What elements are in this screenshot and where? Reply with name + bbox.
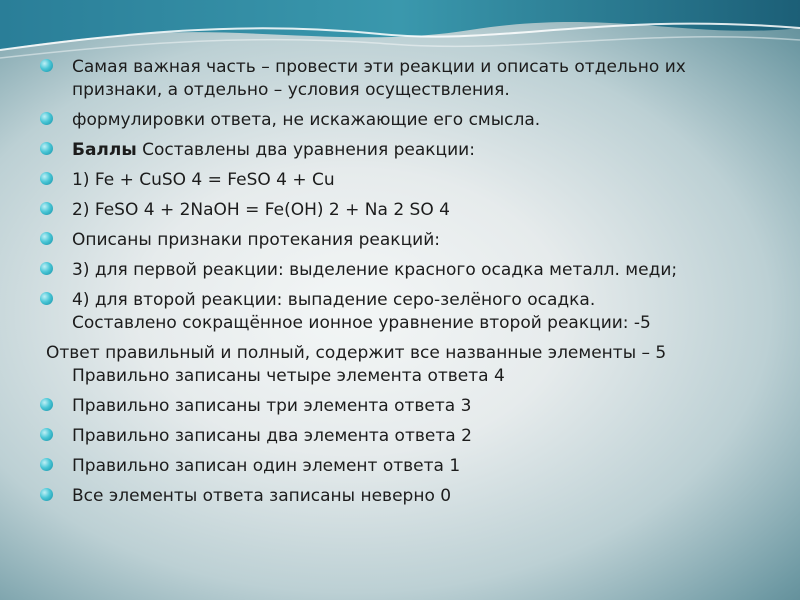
- bullet-icon: [40, 142, 53, 155]
- list-item: [40, 259, 760, 282]
- bullet-icon: [40, 172, 53, 185]
- bullet-icon: [40, 262, 53, 275]
- item-text: 2) FeSO 4 + 2NaOH = Fe(OH) 2 + Na 2 SO 4: [72, 200, 450, 220]
- item-text: 4) для второй реакции: выпадение серо-зелёного осадка. Составлено сокращённое ионное уравнение второй реакции: -5: [72, 290, 651, 333]
- list-item: [40, 139, 760, 162]
- item-text: Самая важная часть – провести эти реакции и описать отдельно их признаки, а отдельно – условия осуществления.: [72, 57, 686, 100]
- bullet-icon: [40, 458, 53, 471]
- list-item: [40, 56, 760, 102]
- bullet-icon: [40, 292, 53, 305]
- item-text: формулировки ответа, не искажающие его смысла.: [72, 110, 541, 130]
- list-item: [40, 425, 760, 448]
- item-text: Все элементы ответа записаны неверно 0: [72, 486, 452, 506]
- item-text: Ответ правильный и полный, содержит все названные элементы – 5 Правильно записаны четыре элемента ответа 4: [46, 343, 667, 386]
- list-item: [40, 485, 760, 508]
- item-text: Описаны признаки протекания реакций:: [72, 230, 440, 250]
- bold-label: Баллы: [72, 140, 137, 160]
- item-text: Правильно записаны два элемента ответа 2: [72, 426, 472, 446]
- list-item: [40, 342, 760, 388]
- list-item: [40, 395, 760, 418]
- bullet-icon: [40, 112, 53, 125]
- item-text: Правильно записан один элемент ответа 1: [72, 456, 461, 476]
- list-item: [40, 169, 760, 192]
- list-item: [40, 109, 760, 132]
- item-text: 3) для первой реакции: выделение красного осадка металл. меди;: [72, 260, 678, 280]
- slide-body: [40, 56, 760, 515]
- bullet-icon: [40, 59, 53, 72]
- bullet-icon: [40, 398, 53, 411]
- item-text: Баллы Составлены два уравнения реакции:: [72, 140, 475, 160]
- bullet-icon: [40, 202, 53, 215]
- bullet-icon: [40, 428, 53, 441]
- bullet-icon: [40, 232, 53, 245]
- list-item: [40, 229, 760, 252]
- item-text: 1) Fe + CuSO 4 = FeSO 4 + Cu: [72, 170, 335, 190]
- bullet-icon: [40, 488, 53, 501]
- list-item: [40, 455, 760, 478]
- item-text: Правильно записаны три элемента ответа 3: [72, 396, 472, 416]
- list-item: [40, 199, 760, 222]
- list-item: [40, 289, 760, 335]
